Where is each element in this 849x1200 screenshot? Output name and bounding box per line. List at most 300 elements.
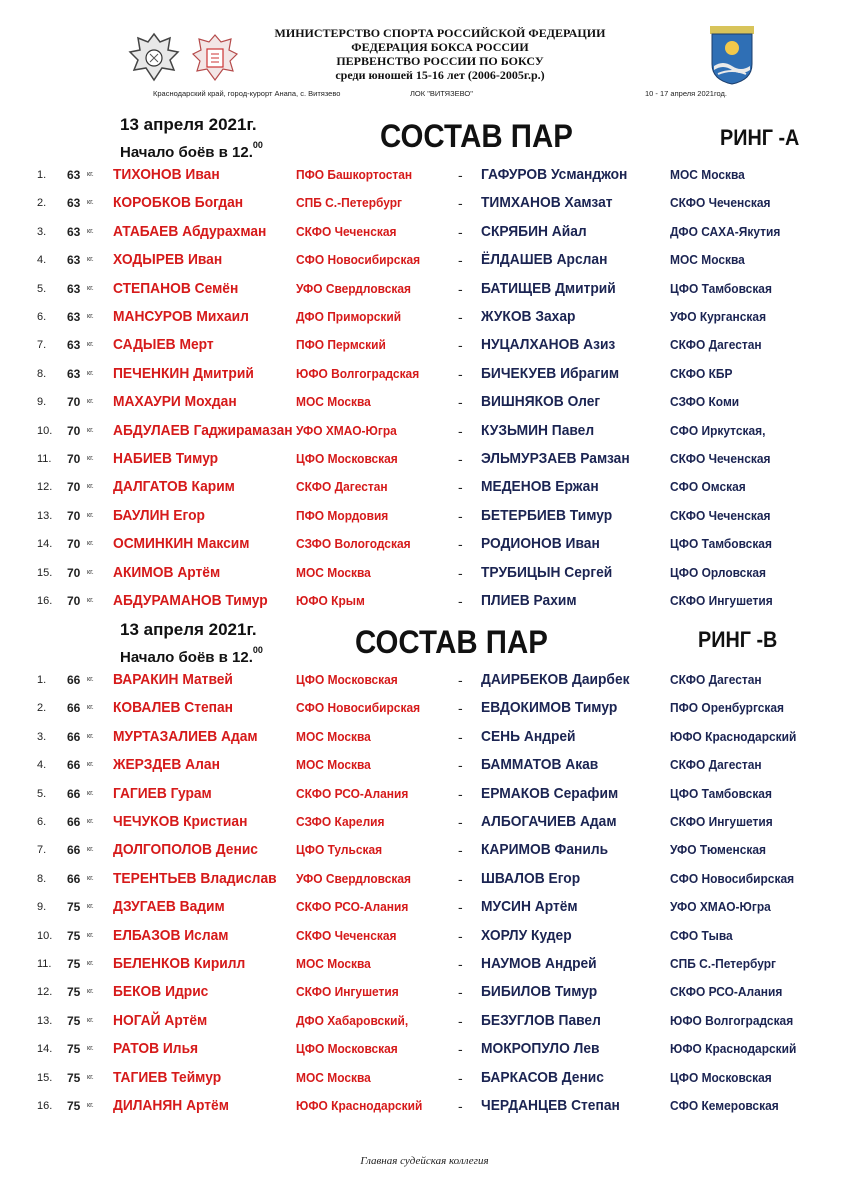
blue-corner-name: ЭЛЬМУРЗАЕВ Рамзан xyxy=(481,450,630,467)
weight-unit: кг. xyxy=(87,426,94,434)
weight-class: 70 xyxy=(67,452,81,466)
bout-number: 16. xyxy=(37,1100,53,1112)
header-line-championship: ПЕРВЕНСТВО РОССИИ ПО БОКСУ xyxy=(336,54,544,68)
versus-dash: - xyxy=(458,252,463,269)
weight-unit: кг. xyxy=(87,483,94,491)
section-title: СОСТАВ ПАР xyxy=(355,624,548,660)
red-corner-name: МАНСУРОВ Михаил xyxy=(113,308,249,325)
weight-unit: кг. xyxy=(87,903,94,911)
weight-unit: кг. xyxy=(87,568,94,576)
blue-corner-region: УФО Тюменская xyxy=(670,842,767,858)
red-corner-name: ВАРАКИН Матвей xyxy=(113,671,233,688)
red-corner-region: ЦФО Тульская xyxy=(296,842,383,858)
blue-corner-name: БЕТЕРБИЕВ Тимур xyxy=(481,506,613,524)
blue-corner-name: БЕЗУГЛОВ Павел xyxy=(481,1011,601,1029)
red-corner-region: МОС Москва xyxy=(296,1069,371,1085)
red-corner-name: НАБИЕВ Тимур xyxy=(113,450,219,467)
bout-row xyxy=(0,982,849,1010)
header-line-federation: ФЕДЕРАЦИЯ БОКСА РОССИИ xyxy=(351,40,529,54)
versus-dash: - xyxy=(458,167,463,183)
blue-corner-region: ЦФО Орловская xyxy=(670,564,766,580)
weight-unit: кг. xyxy=(87,1045,94,1053)
bout-row xyxy=(0,421,849,449)
blue-corner-region: СКФО Дагестан xyxy=(670,757,762,773)
versus-dash: - xyxy=(458,842,463,859)
section-start-time: Начало боёв в 12.00 xyxy=(120,140,263,161)
bout-row xyxy=(0,307,849,335)
red-corner-region: ЮФО Крым xyxy=(296,593,365,608)
blue-corner-name: МЕДЕНОВ Ержан xyxy=(481,478,599,496)
bout-number: 11. xyxy=(37,453,52,465)
blue-corner-region: СПБ С.-Петербург xyxy=(670,956,777,971)
red-corner-region: СКФО Чеченская xyxy=(296,927,397,943)
red-corner-region: СКФО Ингушетия xyxy=(296,984,399,1000)
weight-class: 70 xyxy=(67,480,81,495)
weight-class: 63 xyxy=(67,338,81,353)
weight-class: 75 xyxy=(67,1013,81,1028)
weight-unit: кг. xyxy=(87,227,94,235)
weight-unit: кг. xyxy=(87,284,94,292)
blue-corner-region: СКФО Дагестан xyxy=(670,337,762,353)
bout-number: 3. xyxy=(37,225,47,238)
header-line-ministry: МИНИСТЕРСТВО СПОРТА РОССИЙСКОЙ ФЕДЕРАЦИИ xyxy=(274,26,606,40)
red-corner-region: МОС Москва xyxy=(296,728,371,744)
bout-number: 5. xyxy=(37,282,47,295)
red-corner-name: ТАГИЕВ Теймур xyxy=(113,1068,222,1086)
bout-row xyxy=(0,165,849,193)
bout-number: 2. xyxy=(37,702,47,715)
versus-dash: - xyxy=(458,1012,463,1029)
bout-number: 2. xyxy=(37,197,47,210)
bout-row xyxy=(0,591,849,619)
red-corner-name: ЕЛБАЗОВ Ислам xyxy=(113,926,229,944)
blue-corner-region: СКФО Ингушетия xyxy=(670,593,773,608)
weight-class: 75 xyxy=(67,1070,81,1085)
bout-number: 10. xyxy=(37,424,53,437)
section-start-time: Начало боёв в 12.00 xyxy=(120,645,263,666)
weight-class: 63 xyxy=(67,281,81,296)
weight-unit: кг. xyxy=(87,341,94,349)
bout-row xyxy=(0,1039,849,1067)
bout-row xyxy=(0,392,849,420)
weight-unit: кг. xyxy=(87,540,94,548)
blue-corner-name: ТРУБИЦЫН Сергей xyxy=(481,563,613,581)
red-corner-region: СПБ С.-Петербург xyxy=(296,195,403,211)
weight-class: 70 xyxy=(67,508,81,523)
blue-corner-name: БИЧЕКУЕВ Ибрагим xyxy=(481,364,620,382)
blue-corner-region: СФО Кемеровская xyxy=(670,1098,779,1113)
bout-number: 4. xyxy=(37,254,47,267)
red-corner-region: МОС Москва xyxy=(296,564,371,580)
red-corner-region: ПФО Мордовия xyxy=(296,507,389,523)
blue-corner-region: УФО ХМАО-Югра xyxy=(670,899,771,915)
blue-corner-name: РОДИОНОВ Иван xyxy=(481,535,600,553)
weight-unit: кг. xyxy=(87,398,94,406)
weight-unit: кг. xyxy=(87,455,94,462)
blue-corner-region: ЦФО Тамбовская xyxy=(670,785,772,801)
versus-dash: - xyxy=(458,223,463,240)
blue-corner-name: БАММАТОВ Акав xyxy=(481,756,599,774)
versus-dash: - xyxy=(458,757,463,774)
russian-eagle-emblem xyxy=(126,30,182,86)
versus-dash: - xyxy=(458,814,463,830)
weight-class: 75 xyxy=(67,928,81,943)
weight-class: 63 xyxy=(67,310,81,324)
bout-number: 8. xyxy=(37,872,47,885)
red-corner-name: СТЕПАНОВ Семён xyxy=(113,279,239,297)
weight-class: 75 xyxy=(67,1099,81,1113)
blue-corner-region: СФО Иркутская, xyxy=(670,422,766,438)
red-corner-name: АБДУЛАЕВ Гаджирамазан xyxy=(113,421,293,439)
versus-dash: - xyxy=(458,1098,463,1114)
versus-dash: - xyxy=(458,422,463,439)
versus-dash: - xyxy=(458,984,463,1001)
weight-unit: кг. xyxy=(87,171,94,178)
section-title: СОСТАВ ПАР xyxy=(380,118,573,154)
bout-number: 12. xyxy=(37,986,53,999)
red-corner-region: СЗФО Вологодская xyxy=(296,536,411,552)
red-corner-region: СКФО РСО-Алания xyxy=(296,899,409,915)
header-venue: ЛОК "ВИТЯЗЕВО" xyxy=(410,89,473,98)
weight-class: 63 xyxy=(67,168,81,182)
bout-number: 13. xyxy=(37,1014,53,1027)
red-corner-name: БАУЛИН Егор xyxy=(113,506,205,524)
blue-corner-region: СКФО Чеченская xyxy=(670,451,771,466)
red-corner-name: ЖЕРЗДЕВ Алан xyxy=(113,756,220,774)
red-corner-name: САДЫЕВ Мерт xyxy=(113,336,214,354)
weight-unit: кг. xyxy=(87,960,94,967)
versus-dash: - xyxy=(458,593,463,609)
red-corner-name: МАХАУРИ Мохдан xyxy=(113,393,237,411)
blue-corner-region: СКФО КБР xyxy=(670,365,733,381)
bout-row xyxy=(0,869,849,897)
versus-dash: - xyxy=(458,451,463,467)
bout-row xyxy=(0,1096,849,1124)
blue-corner-name: КУЗЬМИН Павел xyxy=(481,421,595,439)
weight-class: 70 xyxy=(67,395,81,410)
blue-corner-name: ХОРЛУ Кудер xyxy=(481,926,572,944)
red-corner-region: ЮФО Волгоградская xyxy=(296,365,420,381)
weight-class: 66 xyxy=(67,729,81,744)
weight-unit: кг. xyxy=(87,846,94,854)
bout-row xyxy=(0,364,849,392)
weight-unit: кг. xyxy=(87,704,94,712)
bout-number: 5. xyxy=(37,787,47,800)
ring-label: РИНГ -А xyxy=(720,125,800,150)
blue-corner-region: МОС Москва xyxy=(670,252,745,268)
weight-class: 75 xyxy=(67,957,81,971)
bout-row xyxy=(0,477,849,505)
red-corner-region: ЦФО Московская xyxy=(296,672,398,687)
red-corner-name: РАТОВ Илья xyxy=(113,1040,199,1058)
blue-corner-region: СФО Новосибирская xyxy=(670,870,795,886)
bout-number: 9. xyxy=(37,901,47,914)
blue-corner-name: СЕНЬ Андрей xyxy=(481,727,576,745)
weight-class: 63 xyxy=(67,253,81,268)
red-corner-region: МОС Москва xyxy=(296,757,371,773)
blue-corner-region: ЦФО Тамбовская xyxy=(670,280,772,296)
blue-corner-name: ЕРМАКОВ Серафим xyxy=(481,784,619,802)
weight-unit: кг. xyxy=(87,1016,94,1024)
bout-row xyxy=(0,954,849,982)
red-corner-name: АБДУРАМАНОВ Тимур xyxy=(113,592,268,609)
bout-number: 13. xyxy=(37,509,53,522)
blue-corner-name: АЛБОГАЧИЕВ Адам xyxy=(481,813,617,830)
bout-row xyxy=(0,563,849,591)
versus-dash: - xyxy=(458,728,463,745)
red-corner-region: УФО ХМАО-Югра xyxy=(296,422,397,438)
red-corner-region: ДФО Приморский xyxy=(296,309,402,324)
bout-row xyxy=(0,193,849,221)
red-corner-region: СФО Новосибирская xyxy=(296,700,421,716)
weight-unit: кг. xyxy=(87,1073,94,1081)
header-dates: 10 - 17 апреля 2021год. xyxy=(645,89,728,98)
bout-number: 12. xyxy=(37,481,53,494)
blue-corner-name: ТИМХАНОВ Хамзат xyxy=(481,194,613,212)
blue-corner-region: УФО Курганская xyxy=(670,309,767,324)
versus-dash: - xyxy=(458,394,463,411)
bout-number: 4. xyxy=(37,759,47,772)
bout-number: 6. xyxy=(37,816,47,828)
bout-row xyxy=(0,506,849,534)
weight-class: 63 xyxy=(67,224,81,239)
bout-number: 1. xyxy=(37,169,47,181)
bout-number: 11. xyxy=(37,958,52,970)
bout-row xyxy=(0,727,849,755)
bout-row xyxy=(0,897,849,925)
red-corner-name: ГАГИЕВ Гурам xyxy=(113,784,212,802)
section-date: 13 апреля 2021г. xyxy=(120,620,257,639)
bout-row xyxy=(0,534,849,562)
weight-unit: кг. xyxy=(87,818,94,825)
blue-corner-name: БАРКАСОВ Денис xyxy=(481,1068,604,1086)
red-corner-name: ХОДЫРЕВ Иван xyxy=(113,251,223,269)
versus-dash: - xyxy=(458,700,463,717)
bout-number: 6. xyxy=(37,311,47,323)
blue-corner-name: ВИШНЯКОВ Олег xyxy=(481,393,601,411)
blue-corner-name: БАТИЩЕВ Дмитрий xyxy=(481,279,616,297)
weight-unit: кг. xyxy=(87,313,94,320)
blue-corner-region: СЗФО Коми xyxy=(670,394,740,410)
red-corner-name: ЧЕЧУКОВ Кристиан xyxy=(113,813,248,830)
red-corner-region: СКФО Чеченская xyxy=(296,223,397,239)
versus-dash: - xyxy=(458,1041,463,1058)
weight-unit: кг. xyxy=(87,874,94,882)
blue-corner-name: МОКРОПУЛО Лев xyxy=(481,1040,600,1058)
bout-row xyxy=(0,755,849,783)
header-titles xyxy=(230,26,650,82)
weight-unit: кг. xyxy=(87,199,94,207)
bout-number: 15. xyxy=(37,1071,53,1084)
red-corner-name: ДАЛГАТОВ Карим xyxy=(113,478,235,496)
blue-corner-region: ЮФО Краснодарский xyxy=(670,1041,797,1057)
red-corner-name: МУРТАЗАЛИЕВ Адам xyxy=(113,727,258,745)
red-corner-region: ПФО Пермский xyxy=(296,337,386,353)
weight-class: 66 xyxy=(67,758,81,773)
bout-number: 3. xyxy=(37,730,47,743)
weight-unit: кг. xyxy=(87,597,94,604)
bout-number: 9. xyxy=(37,396,47,409)
red-corner-name: ДОЛГОПОЛОВ Денис xyxy=(113,841,258,859)
bout-row xyxy=(0,1011,849,1039)
bout-row xyxy=(0,335,849,363)
red-corner-name: БЕКОВ Идрис xyxy=(113,983,209,1001)
red-corner-region: ЮФО Краснодарский xyxy=(296,1098,423,1113)
blue-corner-region: СКФО Чеченская xyxy=(670,507,771,523)
header-location: Краснодарский край, город-курорт Анапа, с. Витязево xyxy=(153,89,341,98)
blue-corner-region: ЮФО Краснодарский xyxy=(670,728,797,744)
bout-row xyxy=(0,840,849,868)
blue-corner-name: ШВАЛОВ Егор xyxy=(481,869,581,887)
bout-row xyxy=(0,279,849,307)
versus-dash: - xyxy=(458,899,463,916)
blue-corner-name: КАРИМОВ Фаниль xyxy=(481,841,609,859)
weight-class: 66 xyxy=(67,815,81,829)
blue-corner-name: НУЦАЛХАНОВ Азиз xyxy=(481,336,616,354)
header-line-category: среди юношей 15-16 лет (2006-2005г.р.) xyxy=(335,68,545,82)
red-corner-name: ПЕЧЕНКИН Дмитрий xyxy=(113,364,254,382)
blue-corner-name: ЁЛДАШЕВ Арслан xyxy=(481,251,608,269)
red-corner-name: БЕЛЕНКОВ Кирилл xyxy=(113,955,246,972)
red-corner-region: УФО Свердловская xyxy=(296,870,411,886)
versus-dash: - xyxy=(458,672,463,688)
bout-number: 14. xyxy=(37,1043,53,1056)
red-corner-name: АКИМОВ Артём xyxy=(113,563,221,581)
red-corner-region: СЗФО Карелия xyxy=(296,814,385,829)
red-corner-region: ПФО Башкортостан xyxy=(296,167,413,182)
versus-dash: - xyxy=(458,956,463,972)
blue-corner-region: ДФО САХА-Якутия xyxy=(670,223,781,239)
versus-dash: - xyxy=(458,337,463,354)
red-corner-name: ДИЛАНЯН Артём xyxy=(113,1097,229,1114)
versus-dash: - xyxy=(458,365,463,382)
blue-corner-name: НАУМОВ Андрей xyxy=(481,955,597,972)
weight-class: 75 xyxy=(67,985,81,1000)
blue-corner-name: ПЛИЕВ Рахим xyxy=(481,592,577,609)
bout-number: 10. xyxy=(37,929,53,942)
weight-unit: кг. xyxy=(87,676,94,683)
red-corner-name: АТАБАЕВ Абдурахман xyxy=(113,222,267,240)
red-corner-region: СКФО Дагестан xyxy=(296,479,388,495)
bout-number: 15. xyxy=(37,566,53,579)
red-corner-region: МОС Москва xyxy=(296,394,371,410)
bout-number: 16. xyxy=(37,595,53,607)
blue-corner-region: СКФО Дагестан xyxy=(670,672,762,687)
blue-corner-region: ПФО Оренбургская xyxy=(670,700,785,716)
weight-class: 75 xyxy=(67,1042,81,1057)
weight-class: 70 xyxy=(67,594,81,608)
blue-corner-name: ЖУКОВ Захар xyxy=(481,308,576,325)
blue-corner-name: МУСИН Артём xyxy=(481,898,578,916)
footer-signature: Главная судейская коллегия xyxy=(360,1155,489,1167)
blue-corner-name: ЕВДОКИМОВ Тимур xyxy=(481,699,618,717)
blue-corner-name: ЧЕРДАНЦЕВ Степан xyxy=(481,1097,620,1114)
weight-class: 66 xyxy=(67,673,81,687)
versus-dash: - xyxy=(458,479,463,496)
red-corner-name: ТИХОНОВ Иван xyxy=(113,166,220,183)
weight-unit: кг. xyxy=(87,789,94,797)
weight-unit: кг. xyxy=(87,369,94,377)
weight-unit: кг. xyxy=(87,761,94,769)
blue-corner-region: СФО Омская xyxy=(670,479,746,495)
red-corner-region: УФО Свердловская xyxy=(296,280,411,296)
bout-row xyxy=(0,926,849,954)
bout-row xyxy=(0,670,849,698)
bout-number: 7. xyxy=(37,339,47,352)
bout-number: 1. xyxy=(37,674,47,686)
red-corner-name: НОГАЙ Артём xyxy=(113,1011,208,1029)
red-corner-name: ДЗУГАЕВ Вадим xyxy=(113,898,225,916)
blue-corner-name: ДАИРБЕКОВ Даирбек xyxy=(481,671,630,688)
weight-class: 70 xyxy=(67,423,81,438)
ring-label: РИНГ -В xyxy=(698,627,778,652)
weight-unit: кг. xyxy=(87,1102,94,1109)
weight-class: 63 xyxy=(67,196,81,211)
weight-class: 66 xyxy=(67,843,81,858)
weight-unit: кг. xyxy=(87,256,94,264)
weight-class: 66 xyxy=(67,786,81,801)
red-corner-name: ОСМИНКИН Максим xyxy=(113,535,250,553)
blue-corner-name: ГАФУРОВ Усманджон xyxy=(481,166,628,183)
versus-dash: - xyxy=(458,280,463,297)
blue-corner-name: СКРЯБИН Айал xyxy=(481,222,587,240)
bout-row xyxy=(0,449,849,477)
versus-dash: - xyxy=(458,507,463,524)
red-corner-region: ДФО Хабаровский, xyxy=(296,1012,409,1028)
red-corner-region: СКФО РСО-Алания xyxy=(296,785,409,801)
red-corner-region: МОС Москва xyxy=(296,956,371,971)
versus-dash: - xyxy=(458,564,463,581)
weight-class: 66 xyxy=(67,871,81,886)
bout-row xyxy=(0,1068,849,1096)
weight-unit: кг. xyxy=(87,931,94,939)
versus-dash: - xyxy=(458,536,463,553)
red-corner-region: СФО Новосибирская xyxy=(296,252,421,268)
red-corner-region: ЦФО Московская xyxy=(296,1041,398,1057)
versus-dash: - xyxy=(458,195,463,212)
weight-class: 75 xyxy=(67,900,81,915)
red-corner-name: КОВАЛЕВ Степан xyxy=(113,699,234,717)
versus-dash: - xyxy=(458,927,463,944)
blue-corner-region: СФО Тыва xyxy=(670,927,733,943)
red-corner-name: ТЕРЕНТЬЕВ Владислав xyxy=(113,869,277,887)
blue-corner-region: ЦФО Московская xyxy=(670,1069,772,1085)
blue-corner-region: СКФО РСО-Алания xyxy=(670,984,783,1000)
weight-class: 70 xyxy=(67,537,81,552)
weight-unit: кг. xyxy=(87,732,94,740)
section-date: 13 апреля 2021г. xyxy=(120,115,257,134)
red-corner-region: ЦФО Московская xyxy=(296,451,398,466)
blue-corner-name: БИБИЛОВ Тимур xyxy=(481,983,598,1001)
bout-number: 7. xyxy=(37,844,47,857)
anapa-coat-of-arms xyxy=(708,24,756,86)
versus-dash: - xyxy=(458,309,463,325)
weight-unit: кг. xyxy=(87,511,94,519)
bout-row xyxy=(0,784,849,812)
weight-class: 66 xyxy=(67,701,81,716)
bout-row xyxy=(0,698,849,726)
blue-corner-region: СКФО Ингушетия xyxy=(670,814,773,829)
blue-corner-region: МОС Москва xyxy=(670,167,745,182)
bout-number: 14. xyxy=(37,538,53,551)
blue-corner-region: ЮФО Волгоградская xyxy=(670,1012,794,1028)
weight-class: 63 xyxy=(67,366,81,381)
versus-dash: - xyxy=(458,1069,463,1086)
blue-corner-region: ЦФО Тамбовская xyxy=(670,536,772,552)
bout-row xyxy=(0,250,849,278)
bout-row xyxy=(0,222,849,250)
weight-unit: кг. xyxy=(87,988,94,996)
